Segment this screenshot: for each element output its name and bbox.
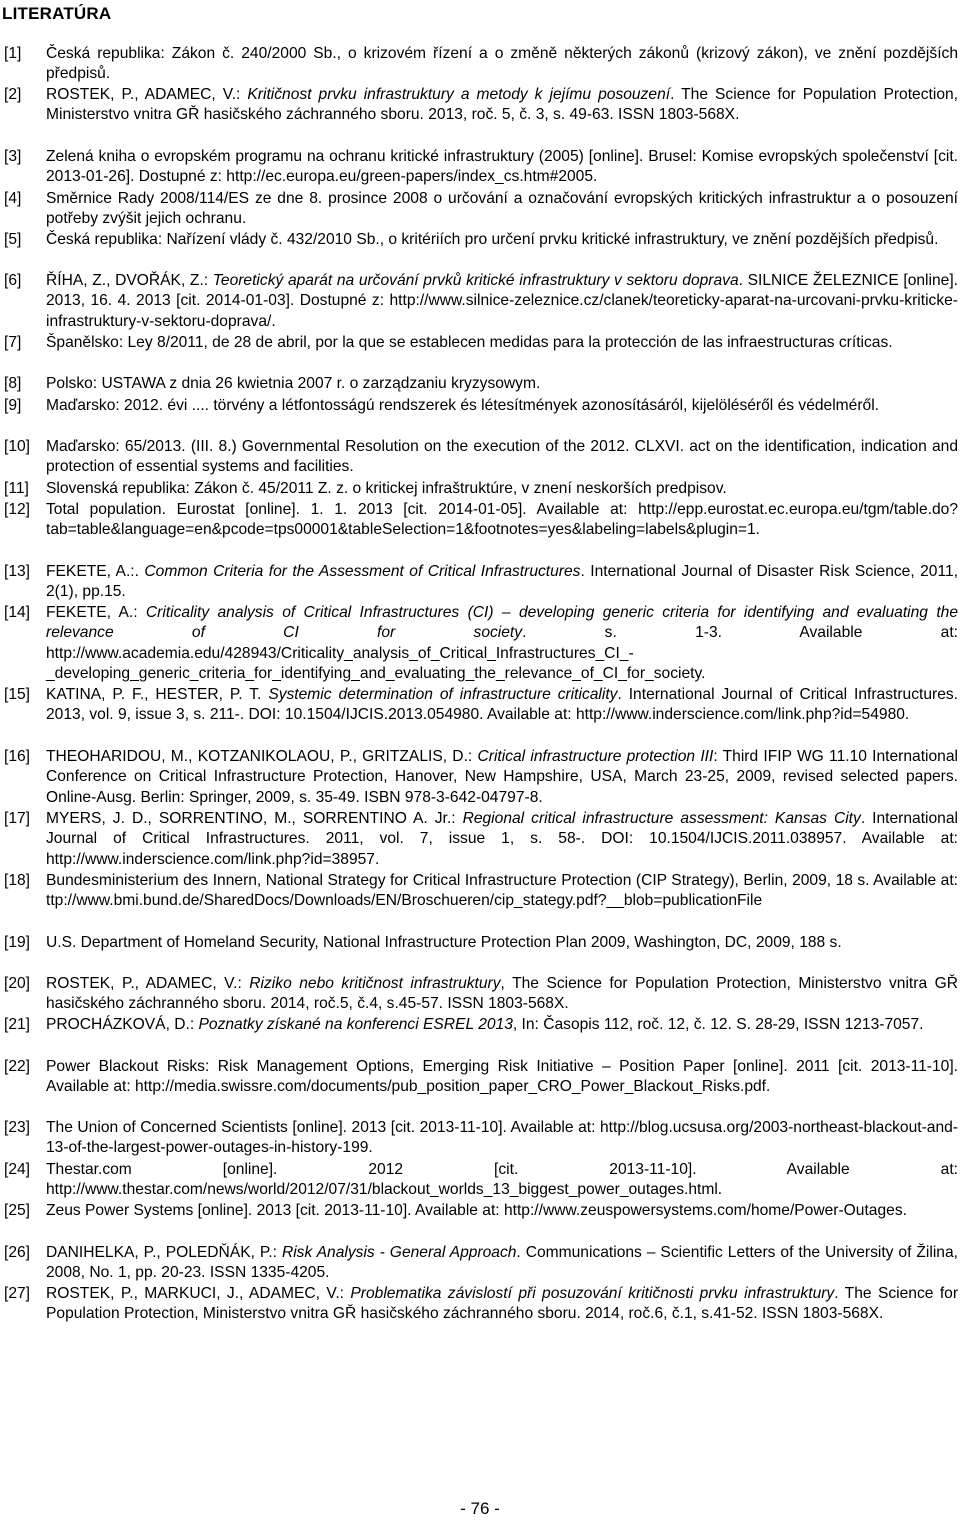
reference-segment: KATINA, P. F., HESTER, P. T. bbox=[46, 686, 269, 703]
reference-item bbox=[0, 1015, 958, 1035]
reference-text bbox=[46, 562, 958, 603]
reference-segment: ROSTEK, P., ADAMEC, V.: bbox=[46, 86, 248, 103]
reference-text bbox=[46, 374, 958, 394]
reference-title: Kritičnost prvku infrastruktury a metody k jejímu posouzení bbox=[247, 86, 671, 103]
reference-number: [8] bbox=[4, 375, 22, 392]
reference-segment: , In: Časopis 112, roč. 12, č. 12. S. 28-29, ISSN 1213-7057. bbox=[512, 1016, 924, 1033]
page-number: - 76 - bbox=[460, 1499, 500, 1518]
reference-segment: Směrnice Rady 2008/114/ES ze dne 8. prosince 2008 o určování a označování evropských kritických infrastruktur a o posouzení potřeby zvýšit jejich ochranu. bbox=[46, 190, 958, 228]
reference-text bbox=[46, 933, 958, 953]
reference-title: Problematika závislostí při posuzování kritičnosti prvku infrastruktury bbox=[350, 1285, 835, 1302]
reference-segment: MYERS, J. D., SORRENTINO, M., SORRENTINO A. Jr.: bbox=[46, 810, 463, 827]
reference-text bbox=[46, 230, 958, 250]
reference-number: [23] bbox=[4, 1119, 31, 1136]
reference-segment: FEKETE, A.: bbox=[46, 604, 146, 621]
reference-text bbox=[46, 85, 958, 126]
reference-text bbox=[46, 1201, 958, 1221]
reference-number: [20] bbox=[4, 975, 31, 992]
reference-number: [27] bbox=[4, 1285, 31, 1302]
reference-title: Riziko nebo kritičnost infrastruktury bbox=[249, 975, 501, 992]
reference-title: Teoretický aparát na určování prvků kritické infrastruktury v sektoru doprava bbox=[212, 272, 739, 289]
reference-number: [21] bbox=[4, 1016, 31, 1033]
reference-item bbox=[0, 147, 958, 188]
reference-number: [26] bbox=[4, 1244, 31, 1261]
reference-title: Common Criteria for the Assessment of Critical Infrastructures bbox=[144, 563, 581, 580]
reference-title: Regional critical infrastructure assessment: Kansas City bbox=[462, 810, 861, 827]
reference-segment: The Union of Concerned Scientists [online]. 2013 [cit. 2013-11-10]. Available at: http://blog.ucsusa.org/2003-northeast-blackout-and-13-of-the-largest-power-outages-in-history-199. bbox=[46, 1119, 958, 1157]
reference-item bbox=[0, 685, 958, 726]
reference-number: [10] bbox=[4, 438, 31, 455]
reference-number: [1] bbox=[4, 45, 22, 62]
reference-item bbox=[0, 437, 958, 478]
reference-text bbox=[46, 1284, 958, 1325]
reference-item bbox=[0, 1284, 958, 1325]
reference-text bbox=[46, 44, 958, 85]
reference-segment: . International Journal of Critical Infrastructures. 2013, vol. 9, issue 3, s. 211-. DOI: 10.1504/IJCIS.2013.054980. Available at: http://www.inderscience.com/link.php?id=54980. bbox=[46, 686, 958, 724]
reference-title: Critical infrastructure protection III bbox=[477, 748, 714, 765]
reference-item bbox=[0, 1243, 958, 1284]
reference-number: [13] bbox=[4, 563, 31, 580]
reference-segment: Bundesministerium des Innern, National Strategy for Critical Infrastructure Protection (CIP Strategy), Berlin, 2009, 18 s. Available at: ttp://www.bmi.bund.de/SharedDocs/Downloads/EN/Broschueren/cip_stategy.pdf?__blob=publicationFile bbox=[46, 872, 958, 910]
reference-number: [9] bbox=[4, 397, 22, 414]
reference-item bbox=[0, 809, 958, 870]
reference-text bbox=[46, 747, 958, 808]
reference-number: [6] bbox=[4, 272, 22, 289]
reference-item bbox=[0, 189, 958, 230]
reference-segment: Slovenská republika: Zákon č. 45/2011 Z. z. o kritickej infraštruktúre, v znení neskorších predpisov. bbox=[46, 480, 727, 497]
reference-number: [19] bbox=[4, 934, 31, 951]
reference-number: [24] bbox=[4, 1161, 31, 1178]
reference-segment: FEKETE, A.:. bbox=[46, 563, 145, 580]
reference-segment: . s. 1-3. Available at: http://www.academia.edu/428943/Criticality_analysis_of_Critical_Infrastructures_CI_-_developing_generic_criteria_for_identifying_and_evaluating_the_relevance_of_CI_for_society. bbox=[46, 624, 958, 682]
reference-text bbox=[46, 271, 958, 332]
reference-text bbox=[46, 333, 958, 353]
reference-segment: . Communications – Scientific Letters of the University of Žilina, 2008, No. 1, pp. 20-23. ISSN 1335-4205. bbox=[46, 1244, 958, 1282]
reference-number: [11] bbox=[4, 480, 29, 497]
reference-segment: Power Blackout Risks: Risk Management Options, Emerging Risk Initiative – Position Paper [online]. 2011 [cit. 2013-11-10]. Available at: http://media.swissre.com/documents/pub_position_paper_CRO_Power_Blackout_Risks.pdf. bbox=[46, 1058, 958, 1096]
reference-item bbox=[0, 374, 958, 394]
reference-text bbox=[46, 479, 958, 499]
reference-number: [14] bbox=[4, 604, 31, 621]
reference-segment: Maďarsko: 65/2013. (III. 8.) Governmental Resolution on the execution of the 2012. CLXVI. act on the identification, indication and protection of essential systems and facilities. bbox=[46, 438, 958, 476]
reference-segment: Total population. Eurostat [online]. 1. 1. 2013 [cit. 2014-01-05]. Available at: http://epp.eurostat.ec.europa.eu/tgm/table.do?tab=table&language=en&pcode=tps00001&tableSelection=1&footnotes=yes&labeling=labels&plugin=1. bbox=[46, 501, 958, 539]
reference-segment: . SILNICE ŽELEZNICE [online]. 2013, 16. 4. 2013 [cit. 2014-01-03]. Dostupné z: http://www.silnice-zeleznice.cz/clanek/teoreticky-aparat-na-urcovani-prvku-kriticke-infrastruktury-v-sektoru-doprava/. bbox=[46, 272, 958, 330]
reference-item bbox=[0, 1057, 958, 1098]
reference-number: [16] bbox=[4, 748, 31, 765]
reference-text bbox=[46, 974, 958, 1015]
page-heading: LITERATÚRA bbox=[2, 4, 112, 23]
reference-segment: Zeus Power Systems [online]. 2013 [cit. 2013-11-10]. Available at: http://www.zeuspowersystems.com/home/Power-Outages. bbox=[46, 1202, 907, 1219]
reference-segment: DANIHELKA, P., POLEDŇÁK, P.: bbox=[46, 1244, 282, 1261]
reference-item bbox=[0, 1118, 958, 1159]
reference-item bbox=[0, 500, 958, 541]
reference-text bbox=[46, 147, 958, 188]
reference-item bbox=[0, 933, 958, 953]
reference-segment: . International Journal of Critical Infrastructures. 2011, vol. 7, issue 1, s. 58-. DOI: 10.1504/IJCIS.2011.038957. Available at: http://www.inderscience.com/link.php?id=38957. bbox=[46, 810, 958, 868]
reference-title: Risk Analysis - General Approach bbox=[281, 1244, 517, 1261]
reference-text bbox=[46, 1057, 958, 1098]
reference-item bbox=[0, 230, 958, 250]
reference-item bbox=[0, 974, 958, 1015]
reference-number: [3] bbox=[4, 148, 22, 165]
reference-text bbox=[46, 437, 958, 478]
reference-text bbox=[46, 809, 958, 870]
reference-number: [5] bbox=[4, 231, 22, 248]
reference-segment: ROSTEK, P., ADAMEC, V.: bbox=[46, 975, 250, 992]
reference-number: [15] bbox=[4, 686, 31, 703]
reference-title: Poznatky získané na konferenci ESREL 2013 bbox=[198, 1016, 513, 1033]
reference-segment: Maďarsko: 2012. évi .... törvény a létfontosságú rendszerek és létesítmények azonosításáról, kijelöléséről és védelméről. bbox=[46, 397, 880, 414]
reference-segment: Polsko: USTAWA z dnia 26 kwietnia 2007 r. o zarządzaniu kryzysowym. bbox=[46, 375, 541, 392]
reference-segment: : Third IFIP WG 11.10 International Conference on Critical Infrastructure Protection, Hanover, New Hampshire, USA, March 23-25, 2009, revised selected papers. Online-Ausg. Berlin: Springer, 2009, s. 35-49. ISBN 978-3-642-04797-8. bbox=[46, 748, 958, 806]
reference-title: Criticality analysis of Critical Infrastructures (CI) – developing generic criteria for identifying and evaluating the relevance of CI for society bbox=[46, 604, 958, 642]
reference-item bbox=[0, 562, 958, 603]
reference-text bbox=[46, 396, 958, 416]
reference-item bbox=[0, 603, 958, 684]
reference-item bbox=[0, 44, 958, 85]
reference-text bbox=[46, 603, 958, 684]
reference-segment: Španělsko: Ley 8/2011, de 28 de abril, por la que se establecen medidas para la protección de las infraestructuras críticas. bbox=[46, 334, 893, 351]
reference-segment: Thestar.com [online]. 2012 [cit. 2013-11-10]. Available at: http://www.thestar.com/news/world/2012/07/31/blackout_worlds_13_biggest_power_outages.html. bbox=[46, 1161, 958, 1199]
reference-item bbox=[0, 479, 958, 499]
reference-text bbox=[46, 685, 958, 726]
reference-number: [25] bbox=[4, 1202, 31, 1219]
reference-item bbox=[0, 271, 958, 332]
reference-number: [7] bbox=[4, 334, 22, 351]
reference-segment: Česká republika: Zákon č. 240/2000 Sb., o krizovém řízení a o změně některých zákonů (krizový zákon), ve znění pozdějších předpisů. bbox=[46, 45, 958, 83]
reference-text bbox=[46, 1015, 958, 1035]
reference-number: [17] bbox=[4, 810, 31, 827]
reference-segment: PROCHÁZKOVÁ, D.: bbox=[46, 1016, 199, 1033]
reference-item bbox=[0, 747, 958, 808]
reference-item bbox=[0, 333, 958, 353]
reference-segment: . The Science for Population Protection, Ministerstvo vnitra GŘ hasičského záchranného sboru. 2014, roč.6, č.1, s.41-52. ISSN 1803-568X. bbox=[46, 1285, 959, 1323]
reference-text bbox=[46, 1243, 958, 1284]
reference-number: [2] bbox=[4, 86, 22, 103]
reference-segment: . International Journal of Disaster Risk Science, 2011, 2(1), pp.15. bbox=[46, 563, 958, 601]
reference-item bbox=[0, 1160, 958, 1201]
reference-item bbox=[0, 871, 958, 912]
reference-text bbox=[46, 1118, 958, 1159]
reference-number: [4] bbox=[4, 190, 22, 207]
reference-item bbox=[0, 396, 958, 416]
reference-number: [18] bbox=[4, 872, 31, 889]
reference-title: Systemic determination of infrastructure criticality bbox=[268, 686, 618, 703]
reference-item bbox=[0, 85, 958, 126]
reference-text bbox=[46, 189, 958, 230]
reference-segment: U.S. Department of Homeland Security, National Infrastructure Protection Plan 2009, Washington, DC, 2009, 188 s. bbox=[46, 934, 842, 951]
reference-text bbox=[46, 1160, 958, 1201]
reference-segment: . The Science for Population Protection, Ministerstvo vnitra GŘ hasičského záchranného sboru. 2013, roč. 5, č. 3, s. 49-63. ISSN 1803-568X. bbox=[46, 86, 959, 124]
reference-text bbox=[46, 871, 958, 912]
reference-segment: Zelená kniha o evropském programu na ochranu kritické infrastruktury (2005) [online]. Brusel: Komise evropských společenství [cit. 2013-01-26]. Dostupné z: http://ec.europa.eu/green-papers/index_cs.htm#2005. bbox=[46, 148, 958, 186]
reference-segment: Česká republika: Nařízení vlády č. 432/2010 Sb., o kritériích pro určení prvku kritické infrastruktury, ve znění pozdějších předpisů. bbox=[46, 231, 939, 248]
reference-text bbox=[46, 500, 958, 541]
reference-item bbox=[0, 1201, 958, 1221]
reference-segment: ROSTEK, P., MARKUCI, J., ADAMEC, V.: bbox=[46, 1285, 351, 1302]
reference-segment: ŘÍHA, Z., DVOŘÁK, Z.: bbox=[46, 272, 213, 289]
reference-number: [22] bbox=[4, 1058, 31, 1075]
reference-segment: , The Science for Population Protection, Ministerstvo vnitra GŘ hasičského záchranného sboru. 2014, roč.5, č.4, s.45-57. ISSN 1803-568X. bbox=[46, 975, 958, 1013]
reference-number: [12] bbox=[4, 501, 31, 518]
reference-segment: THEOHARIDOU, M., KOTZANIKOLAOU, P., GRITZALIS, D.: bbox=[46, 748, 478, 765]
